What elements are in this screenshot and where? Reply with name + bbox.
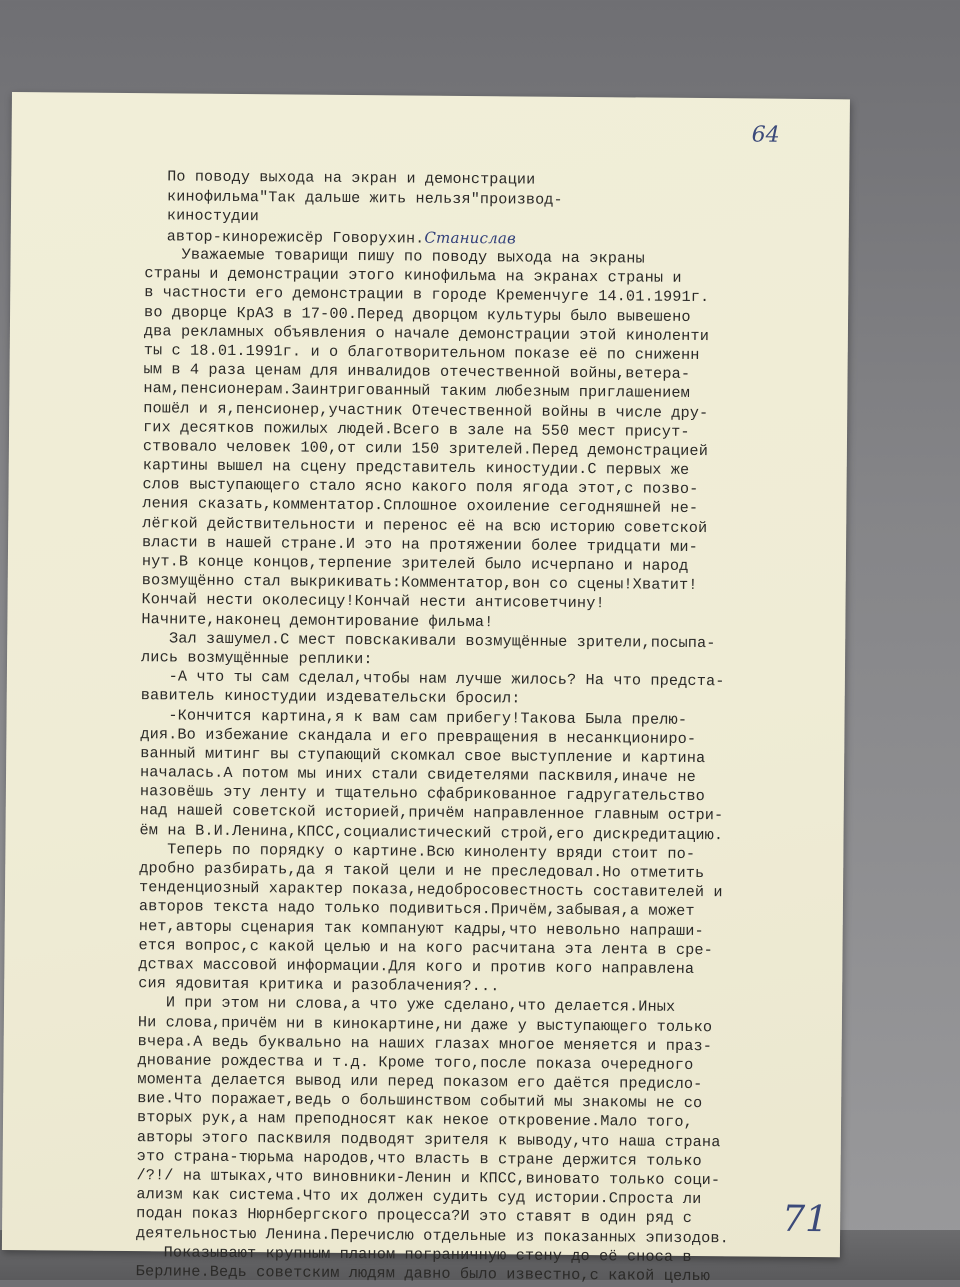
body-text-line: картины вышел на сцену представитель киностудии.С первых же: [142, 456, 690, 479]
typewritten-document-page: [2, 92, 850, 1286]
body-text-line: авторы этого пасквиля подводят зрителя к выводу,что наша страна: [136, 1127, 721, 1151]
header-line: По поводу выхода на экран и демонстрации: [167, 168, 536, 189]
body-text-line: возмущённо стал выкрикивать:Комментатор,вон со сцены!Хватит!: [141, 571, 698, 595]
body-text-line: И при этом ни слова,а что уже сделано,что делается.Иных: [137, 993, 676, 1017]
body-text-line: Зал зашумел.С мест повскакивали возмущённые зрители,посыпа-: [141, 628, 716, 652]
body-text-line: вие.Что поражает,ведь о большинством событий мы знакомы не со: [137, 1089, 703, 1113]
body-text-line: Показывают крупным планом пограничную стену до её сноса в: [135, 1242, 692, 1266]
body-text-line: назовёшь эту ленту и тщательно сфабрикованное гадругательство: [139, 782, 706, 806]
handwritten-page-number-bottom: 71: [782, 1198, 829, 1241]
body-text-line: в частности его демонстрации в городе Кременчуге 14.01.1991г.: [144, 283, 710, 307]
document-header: [167, 167, 808, 252]
body-text-line: ется вопрос,с какой целью и на кого расчитана эта лента в сре-: [138, 935, 713, 959]
body-text-line: дия.Во избежание скандала и его превращения в несанкциониро-: [140, 724, 697, 748]
body-text-line: лёгкой действительности и перенос её на всю историю советской: [142, 513, 708, 537]
body-text-line: авторов текста надо только подивиться.Причём,забывая,а может: [138, 897, 695, 921]
body-text-line: это страна-тюрьма народов,что власть в стране держится только: [136, 1146, 702, 1170]
body-text-line: Ни слова,причём ни в кинокартине,ни даже у выступающего только: [137, 1012, 713, 1036]
body-text-line: Начните,наконец демонтирование фильма!: [141, 609, 494, 631]
header-author-text: автор-кинорежисёр Говорухин.: [166, 227, 425, 248]
body-text-line: ём на В.И.Ленина,КПСС,социалистический строй,его дискредитацию.: [139, 820, 724, 844]
body-text-line: Берлине.Ведь советским людям давно было известно,с какой целью: [135, 1262, 711, 1286]
document-body-text: [136, 245, 815, 1287]
handwritten-author-name: Станислав: [424, 228, 517, 247]
body-text-line: -Кончится картина,я к вам сам прибегу!Такова Была прелю-: [140, 705, 688, 729]
body-text-line: дробно разбирать,да я такой цели и не преследовал.Но отметить: [139, 859, 705, 883]
handwritten-page-number-top: 64: [751, 122, 780, 148]
body-text-line: нет,авторы сценария так компануют кадры,что невольно напраши-: [138, 916, 704, 940]
body-text-line: /?!/ на штыках,что виновники-Ленин и КПСС,виновато только соци-: [136, 1166, 721, 1190]
body-text-line: момента делается вывод или перед показом его даётся предисло-: [137, 1070, 703, 1094]
body-text-line: сия ядовитая критика и разоблачения?...: [138, 974, 500, 996]
body-text-line: нам,пенсионерам.Заинтригованный таким любезным приглашением: [143, 379, 691, 403]
body-text-line: Уважаемые товарищи пишу по поводу выхода на экраны: [144, 245, 645, 268]
body-text-line: тенденциозный характер показа,недобросовестность составителей и: [138, 878, 723, 902]
body-text-line: во дворце КрАЗ в 17-00.Перед дворцом культуры было вывешено: [144, 302, 691, 326]
body-text-line: вавитель киностудии издевательски бросил:: [140, 686, 521, 708]
body-text-line: ым в 4 раза ценам для инвалидов отечественной войны,ветера-: [143, 360, 691, 384]
body-text-line: ления сказать,комментатор.Сплошное охоиление сегодняшней не-: [142, 494, 699, 518]
body-text-line: дствах массовой информации.Для кого и против кого направлена: [138, 955, 695, 978]
body-text-line: ты с 18.01.1991г. и о благотворительном показе её по сниженн: [143, 341, 700, 364]
header-line: кинофильма"Так дальше жить нельзя"производ-: [167, 187, 563, 209]
body-text-line: слов выступающего стало ясно какого поля ягода этот,с позво-: [142, 475, 699, 499]
body-text-line: ванный митинг вы ступающий скомкал свое выступление и картина: [140, 744, 706, 767]
header-line: киностудии: [166, 207, 260, 226]
body-text-line: Теперь по порядку о картине.Всю киноленту вряди стоит по-: [139, 839, 696, 863]
body-text-line: вторых рук,а нам преподносят как некое откровение.Мало того,: [136, 1108, 693, 1132]
body-text-line: подан показ Нюрнбергского процесса?И это ставят в один ряд с: [136, 1204, 693, 1228]
body-text-line: днование рождества и т.д. Кроме того,после показа очередного: [137, 1051, 694, 1074]
body-text-line: лись возмущённые реплики:: [140, 648, 373, 669]
body-text-line: началась.А потом мы иних стали свидетелями пасквиля,иначе не: [139, 763, 696, 787]
body-text-line: пошёл и я,пенсионер,участник Отечественной войны в числе дру-: [143, 398, 709, 422]
body-text-line: Кончай нести околесицу!Кончай нести антисоветчину!: [141, 590, 605, 613]
body-text-line: власти в нашей стране.И это на протяжении более тридцати ми-: [141, 532, 698, 556]
body-text-line: нут.В конце концов,терпение зрителей было исчерпано и народ: [141, 552, 689, 575]
body-text-line: вчера.А ведь буквально на наших глазах многое меняется и праз-: [137, 1031, 713, 1055]
body-text-line: ствовало человек 100,от сили 150 зрителей.Перед демонстрацией: [142, 437, 709, 460]
body-text-line: -А что ты сам сделал,чтобы нам лучше жилось? На что предста-: [140, 667, 725, 691]
body-text-line: два рекламных объявления о начале демонстрации этой киноленти: [143, 321, 710, 345]
body-text-line: деятельностью Ленина.Перечислю отдельные из показанных эпизодов.: [135, 1223, 730, 1247]
body-text-line: страны и демонстрации этого кинофильма на экранах страны и: [144, 264, 682, 288]
body-text-line: ализм как система.Что их должен судить суд истории.Спроста ли: [136, 1185, 702, 1209]
body-text-line: над нашей советской историей,причём направленное главным остри-: [139, 801, 724, 825]
body-text-line: гих десятков пожилых людей.Всего в зале на 550 мест присут-: [143, 417, 690, 441]
